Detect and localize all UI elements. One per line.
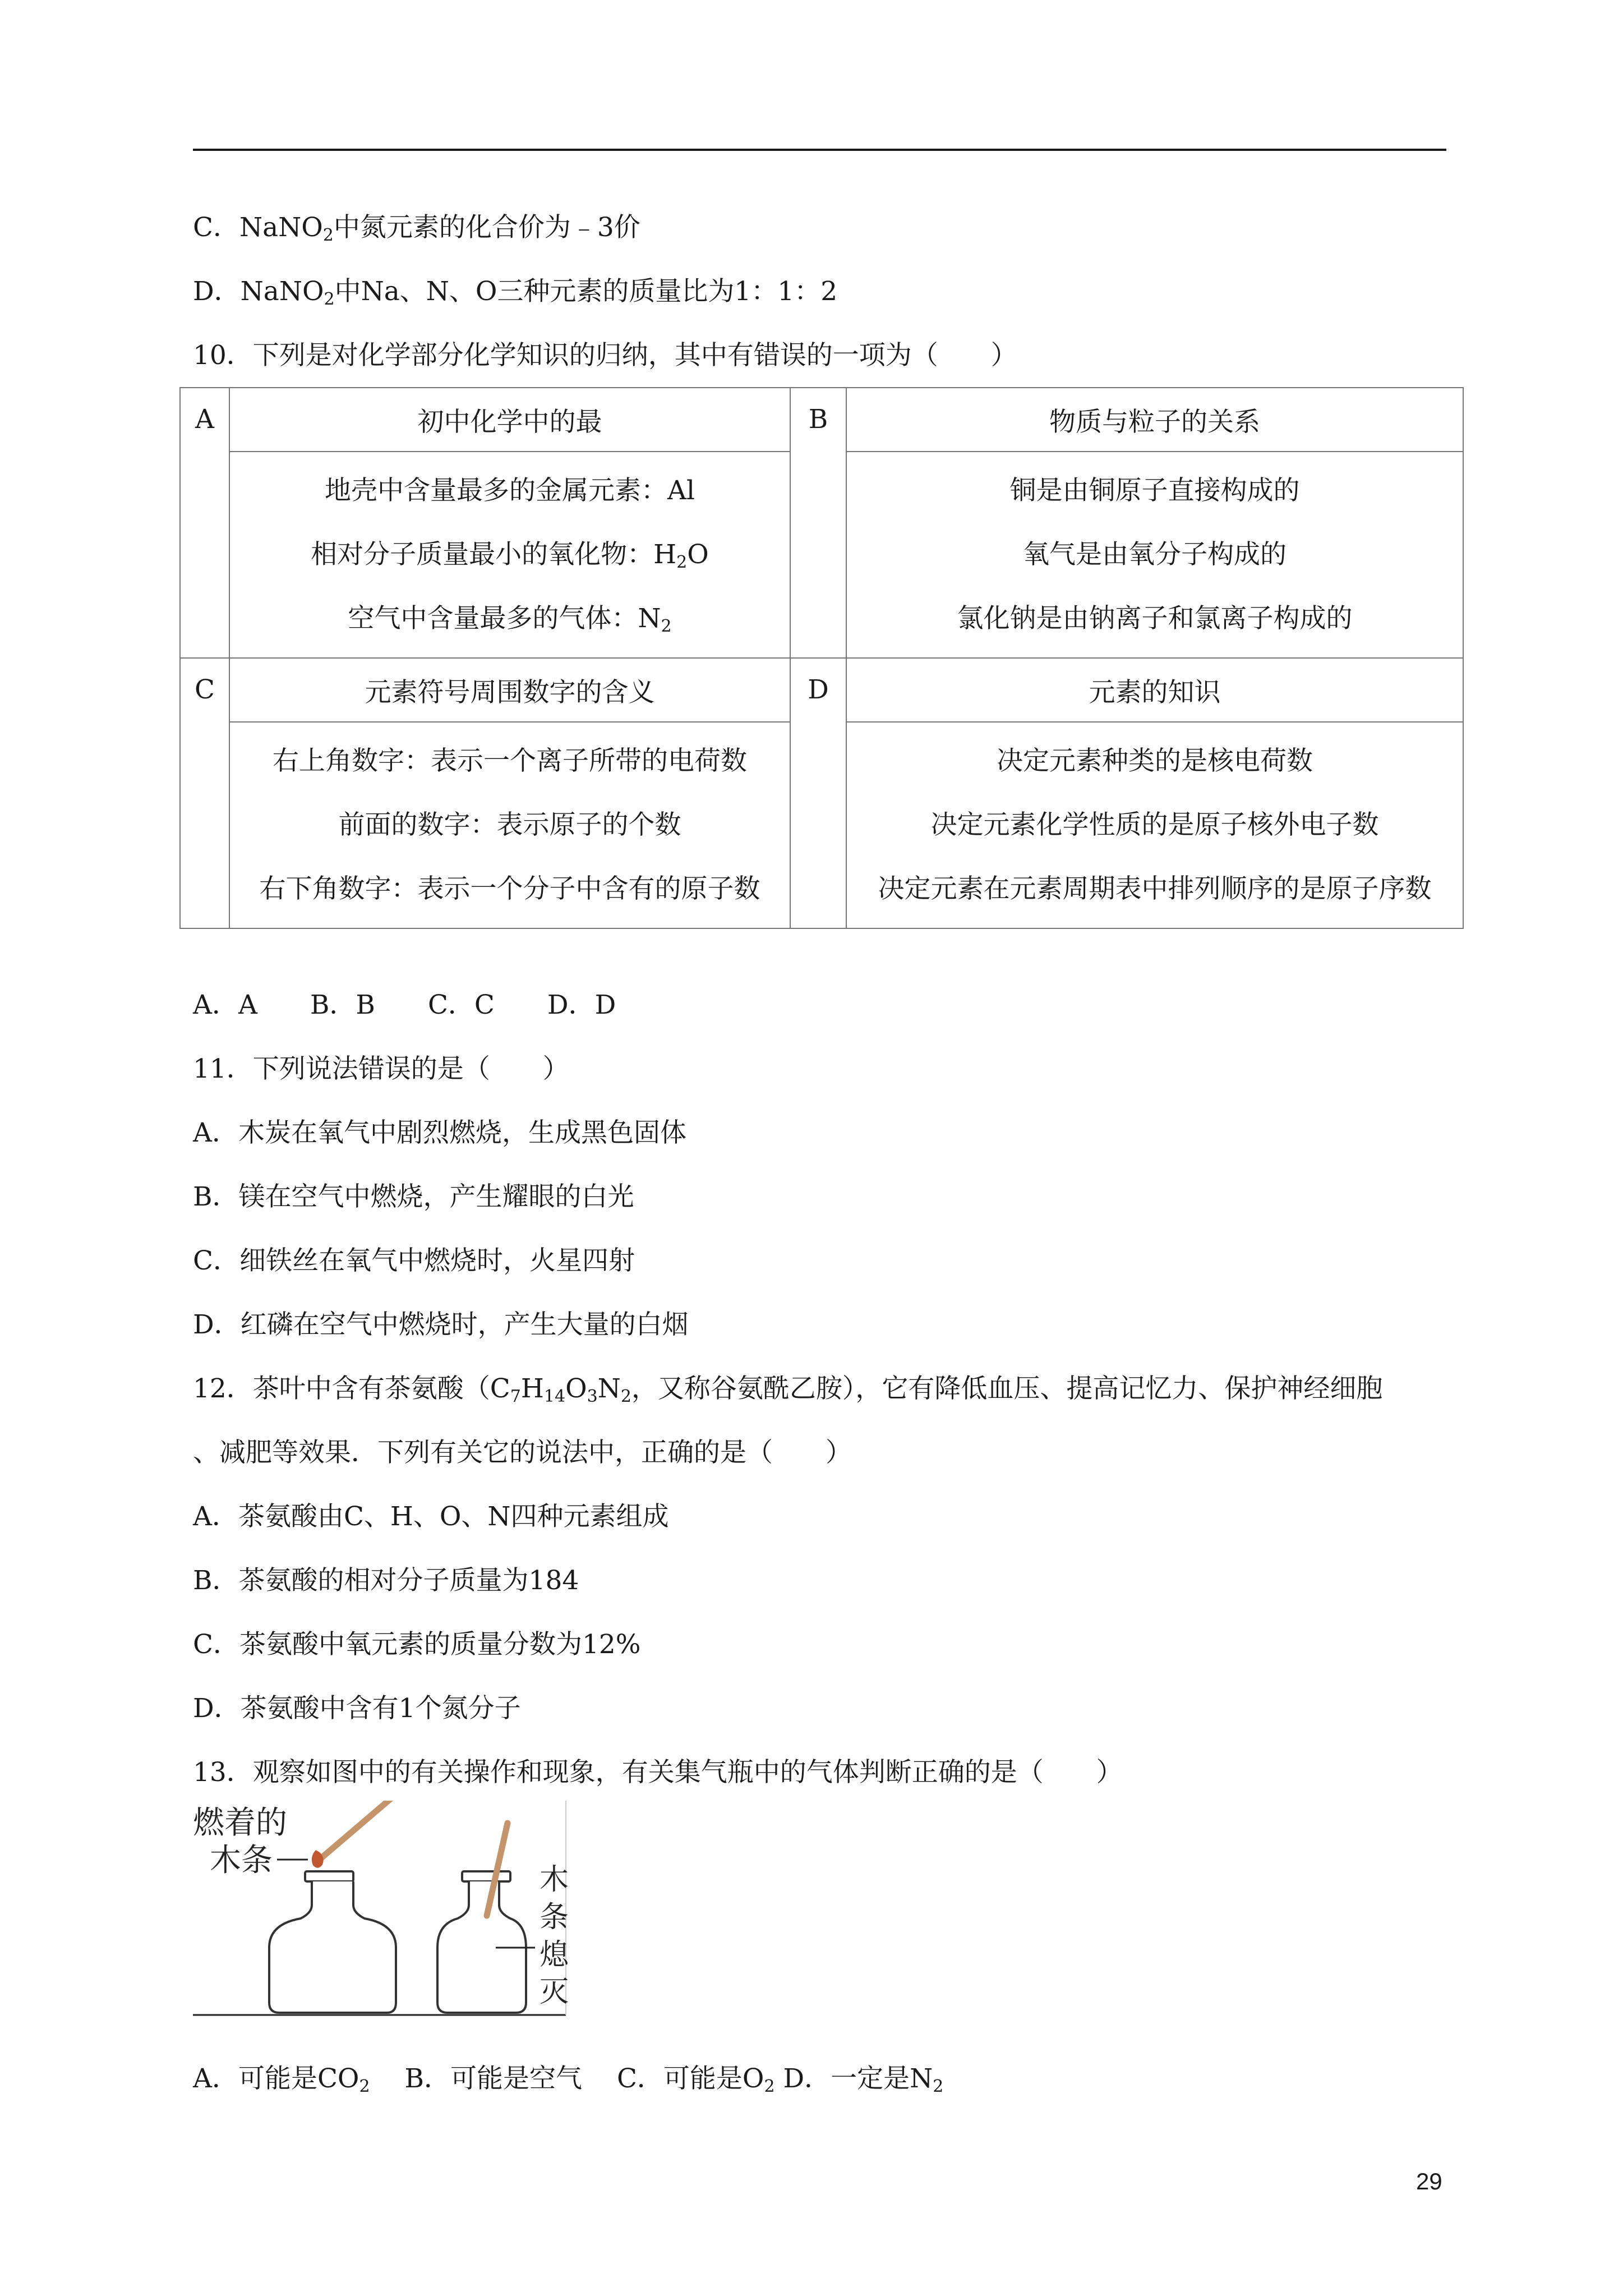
cell-body-c (229, 722, 790, 928)
cell-header-d: 元素的知识 (846, 658, 1463, 722)
list-item: 决定元素种类的是核电荷数 (997, 746, 1313, 776)
burning-stick-icon (317, 1801, 402, 1861)
option-c-q11: C．细铁丝在氧气中燃烧时，火星四射 (193, 1245, 635, 1276)
cell-header-b: 物质与粒子的关系 (846, 388, 1463, 452)
list-item: 氯化钠是由钠离子和氯离子构成的 (957, 603, 1353, 634)
option-a-q11: A．木炭在氧气中剧烈燃烧，生成黑色固体 (193, 1117, 686, 1148)
option-b-q11: B．镁在空气中燃烧，产生耀眼的白光 (193, 1181, 634, 1212)
list-item: 地壳中含量最多的金属元素：Al (325, 475, 695, 506)
option-d-q11: D．红磷在空气中燃烧时，产生大量的白烟 (193, 1309, 689, 1340)
cell-body-d (846, 722, 1463, 928)
list-item: 右上角数字：表示一个离子所带的电荷数 (273, 746, 747, 776)
label-out-char: 灭 (540, 1976, 569, 2008)
question-12-line2: 、减肥等效果．下列有关它的说法中，正确的是（ ） (193, 1437, 852, 1468)
label-out-char: 条 (540, 1901, 569, 1934)
options-q10: A．A B．B C．C D．D (193, 990, 616, 1020)
list-item: 铜是由铜原子直接构成的 (1009, 475, 1300, 506)
list-item: 相对分子质量最小的氧化物：$H_2O$ (311, 539, 709, 572)
cell-body-b (846, 452, 1463, 658)
list-item: 空气中含量最多的气体：$N_2$ (348, 603, 672, 636)
flame-icon (312, 1850, 324, 1868)
label-out-char: 熄 (540, 1939, 569, 1971)
list-item: 决定元素化学性质的是原子核外电子数 (930, 809, 1379, 840)
jar-left (269, 1871, 396, 2013)
question-12-line1: 12．茶叶中含有茶氨酸（$C_7H_{14}O_3N_2$，又称谷氨酰乙胺），它有降低血压、提高记忆力、保护神经细胞 (193, 1373, 1383, 1406)
page-number: 29 (1416, 2168, 1442, 2194)
list-item: 决定元素在元素周期表中排列顺序的是原子序数 (878, 873, 1432, 904)
cell-letter-a: A (180, 388, 229, 658)
list-item: 右下角数字：表示一个分子中含有的原子数 (259, 873, 760, 904)
list-item: 氧气是由氧分子构成的 (1023, 539, 1287, 570)
cell-letter-c: C (180, 658, 229, 928)
option-c-q9: C．NaNO$_2$中氮元素的化合价为﹣3价 (193, 212, 640, 245)
cell-letter-d: D (790, 658, 846, 928)
label-burning: 燃着的 (193, 1805, 287, 1840)
knowledge-table (179, 387, 1464, 929)
jar-right (437, 1871, 526, 2013)
question-13: 13．观察如图中的有关操作和现象，有关集气瓶中的气体判断正确的是（ ） (193, 1757, 1123, 1788)
option-c-q12: C．茶氨酸中氧元素的质量分数为12% (193, 1629, 641, 1660)
option-b-q12: B．茶氨酸的相对分子质量为184 (193, 1565, 579, 1596)
label-out-char: 木 (540, 1864, 569, 1896)
header-rule (193, 149, 1446, 151)
options-q13: A．可能是$CO_2$ B．可能是空气 C．可能是$O_2$ D．一定是$N_2$ (193, 2063, 944, 2096)
list-item: 前面的数字：表示原子的个数 (338, 809, 681, 840)
experiment-figure (193, 1801, 574, 2036)
question-10: 10．下列是对化学部分化学知识的归纳，其中有错误的一项为（ ） (193, 340, 1017, 371)
option-a-q12: A．茶氨酸由C、H、O、N四种元素组成 (193, 1501, 669, 1532)
option-d-q9: D．NaNO$_2$中Na、N、O三种元素的质量比为1：1：2 (193, 276, 838, 309)
question-11: 11．下列说法错误的是（ ） (193, 1053, 569, 1084)
cell-header-a: 初中化学中的最 (229, 388, 790, 452)
cell-body-a (229, 452, 790, 658)
label-stick: 木条 (210, 1842, 273, 1878)
cell-letter-b: B (790, 388, 846, 658)
option-d-q12: D．茶氨酸中含有1个氮分子 (193, 1693, 521, 1724)
cell-header-c: 元素符号周围数字的含义 (229, 658, 790, 722)
